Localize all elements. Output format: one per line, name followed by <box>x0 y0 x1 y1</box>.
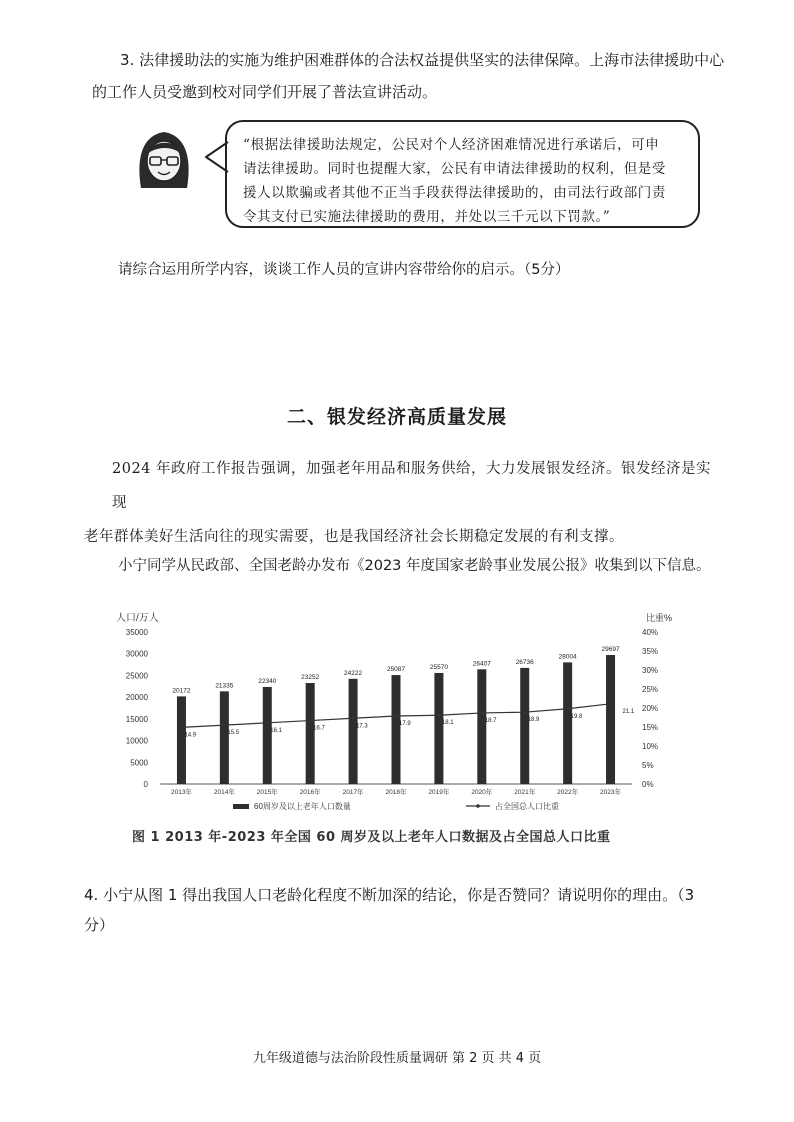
bar-value-label: 21335 <box>215 682 234 690</box>
ratio-point <box>566 707 569 710</box>
bar-value-label: 29697 <box>601 646 620 654</box>
quote-line-4: 令其支付已实施法律援助的费用，并处以三千元以下罚款。” <box>243 209 611 225</box>
bar-value-label: 25087 <box>386 666 406 674</box>
ratio-point <box>394 714 397 717</box>
legend-bar-swatch <box>233 804 249 809</box>
intro-line-2: 老年群体美好生活向往的现实需要，也是我国经济社会长期稳定发展的有利支撑。 <box>84 529 624 545</box>
category-label: 2015年 <box>256 789 278 796</box>
legend-bar-label: 60周岁及以上老年人口数量 <box>254 802 351 811</box>
ratio-value-label: 18.7 <box>484 717 497 724</box>
question-3-line-2: 的工作人员受邀到校对同学们开展了普法宣讲活动。 <box>92 83 438 101</box>
bar <box>263 687 272 784</box>
ratio-value-label: 15.5 <box>227 730 240 737</box>
category-label: 2019年 <box>428 789 450 796</box>
ratio-point <box>609 702 612 705</box>
section-2-intro <box>84 452 724 554</box>
ratio-point <box>437 714 440 717</box>
bar <box>563 662 572 784</box>
right-tick-label: 25% <box>642 685 659 694</box>
teacher-avatar-icon <box>133 124 195 194</box>
ratio-point <box>480 711 483 714</box>
y-axis-left-label: 人口/万人 <box>116 613 159 624</box>
bar-value-label: 20172 <box>172 687 191 695</box>
collect-text: 小宁同学从民政部、全国老龄办发布《2023 年度国家老龄事业发展公报》收集到以下信息。 <box>118 558 711 574</box>
ratio-value-label: 17.9 <box>399 720 411 727</box>
category-label: 2016年 <box>299 789 321 796</box>
ratio-value-label: 18.1 <box>441 720 454 727</box>
ratio-value-label: 16.7 <box>313 725 325 732</box>
bar-series <box>160 655 632 784</box>
category-label: 2014年 <box>213 789 235 796</box>
bar <box>349 679 358 784</box>
bar-value-label: 28004 <box>558 653 577 661</box>
chart-legend <box>233 801 559 811</box>
quote-bubble <box>225 120 700 228</box>
bar-value-label: 26407 <box>472 660 491 668</box>
ratio-value-label: 17.3 <box>356 723 368 730</box>
left-tick-label: 20000 <box>125 693 148 703</box>
bar <box>220 691 229 784</box>
ratio-point <box>351 717 354 720</box>
category-label: 2013年 <box>170 789 192 796</box>
ratio-value-label: 16.1 <box>270 727 282 734</box>
section-2-title: 二、银发经济高质量发展 <box>286 406 507 428</box>
question-4-line-1: 4. 小宁从图 1 得出我国人口老龄化程度不断加深的结论，你是否赞同？请说明你的理由。（3 <box>84 886 695 904</box>
right-tick-label: 35% <box>642 647 659 656</box>
ratio-point <box>223 724 226 727</box>
ratio-point <box>523 711 526 714</box>
category-label: 2018年 <box>385 789 407 796</box>
legend-line-marker <box>476 804 480 808</box>
question-3-prompt: 请综合运用所学内容，谈谈工作人员的宣讲内容带给你的启示。（5分） <box>118 262 570 278</box>
y-axis-right-label: 比重% <box>646 613 673 623</box>
bar <box>177 696 186 784</box>
category-label: 2022年 <box>557 789 579 796</box>
bar <box>606 655 615 784</box>
right-tick-label: 10% <box>642 742 659 751</box>
page-footer: 九年级道德与法治阶段性质量调研 第 2 页 共 4 页 <box>252 1051 542 1066</box>
right-tick-label: 15% <box>642 723 659 732</box>
x-axis-category-labels <box>171 787 622 796</box>
left-tick-label: 5000 <box>130 758 148 768</box>
ratio-value-label: 21.1 <box>622 708 635 715</box>
right-tick-label: 30% <box>642 666 659 675</box>
figure-caption: 图 1 2013 年-2023 年全国 60 周岁及以上老年人口数据及占全国总人口比重 <box>132 830 611 845</box>
quote-line-3: 援人以欺骗或者其他不正当手段获得法律援助的，由司法行政部门责 <box>243 185 666 201</box>
question-3-stem <box>92 44 732 108</box>
bar <box>392 675 401 784</box>
left-tick-label: 0 <box>143 780 148 789</box>
question-3-line-1: 3. 法律援助法的实施为维护困难群体的合法权益提供坚实的法律保障。上海市法律援助中心 <box>120 51 725 69</box>
bar <box>520 668 529 784</box>
left-tick-label: 35000 <box>125 628 148 637</box>
quote-line-1: “根据法律援助法规定，公民对个人经济困难情况进行承诺后，可申 <box>243 137 660 153</box>
population-aging-chart <box>108 608 700 823</box>
category-label: 2023年 <box>600 789 622 796</box>
bar-value-label: 23252 <box>301 674 320 682</box>
category-label: 2020年 <box>471 789 493 796</box>
ratio-value-label: 19.8 <box>570 713 583 720</box>
left-tick-label: 30000 <box>125 649 148 659</box>
bar <box>306 683 315 784</box>
bar <box>434 673 443 784</box>
bar-value-label: 25570 <box>429 663 448 671</box>
category-label: 2021年 <box>514 789 536 796</box>
bar <box>477 669 486 784</box>
right-tick-label: 0% <box>642 780 654 789</box>
ratio-value-label: 14.9 <box>184 732 197 739</box>
category-label: 2017年 <box>342 789 364 796</box>
legend-line-label: 占全国总人口比重 <box>495 802 559 811</box>
bar-value-label: 26736 <box>515 658 534 666</box>
ratio-point <box>309 719 312 722</box>
left-tick-label: 25000 <box>125 671 148 681</box>
ratio-value-label: 18.9 <box>527 717 540 724</box>
right-tick-label: 20% <box>642 704 659 713</box>
right-axis-ticks <box>642 628 658 789</box>
left-axis-ticks <box>126 628 149 789</box>
left-tick-label: 15000 <box>125 714 148 724</box>
ratio-point <box>266 721 269 724</box>
right-tick-label: 5% <box>642 761 654 770</box>
question-4-line-2: 分） <box>84 916 115 934</box>
bar-value-label: 22340 <box>258 677 277 685</box>
question-4 <box>84 880 724 940</box>
ratio-point <box>180 726 183 729</box>
bar-value-label: 24222 <box>344 669 363 677</box>
intro-line-1: 2024 年政府工作报告强调，加强老年用品和服务供给，大力发展银发经济。银发经济是实现 <box>112 461 712 511</box>
left-tick-label: 10000 <box>125 736 148 746</box>
right-tick-label: 40% <box>642 628 659 637</box>
quote-line-2: 请法律援助。同时也提醒大家，公民有申请法律援助的权利，但是受 <box>243 161 666 177</box>
